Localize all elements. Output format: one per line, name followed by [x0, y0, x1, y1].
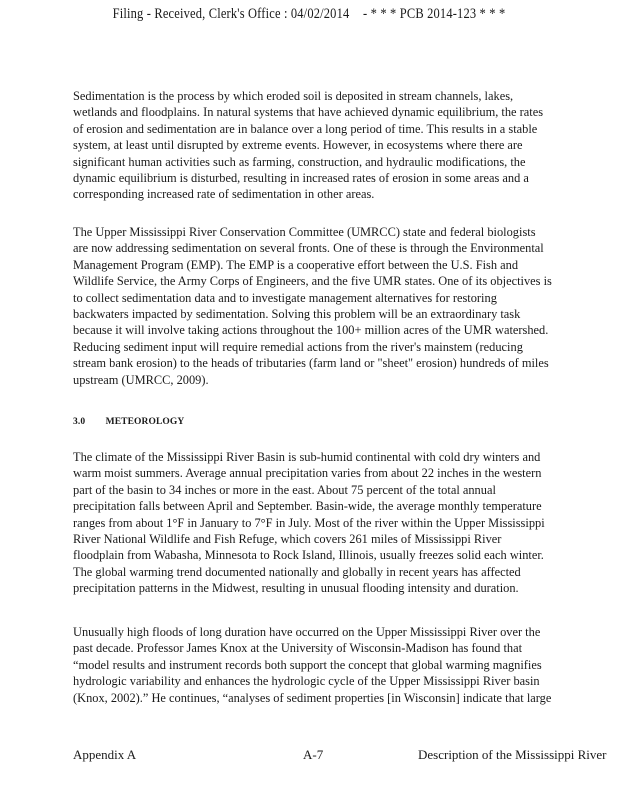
section-number: 3.0 [73, 417, 86, 427]
filing-stamp: Filing - Received, Clerk's Office : 04/02/2014 [112, 6, 350, 22]
section-heading [73, 417, 184, 427]
footer-description: Description of the Mississippi River [418, 747, 607, 762]
filing-header [43, 6, 574, 23]
paragraph-floods: Unusually high floods of long duration have occurred on the Upper Mississippi River over the past decade. Professor James Knox at the University of Wisconsin-Madison has found that “model results and instrument records both support the concept that global warming magnifies hydrologic variability and enhances the hydrologic cycle of the Upper Mississippi River basin (Knox, 2002).” He continues, “analyses of sediment properties [in Wisconsin] indicate that large [73, 625, 552, 705]
page-body [73, 88, 553, 705]
paragraph-sedimentation: Sedimentation is the process by which eroded soil is deposited in stream channels, lakes, wetlands and floodplains. In natural systems that have achieved dynamic equilibrium, the rates of erosion and sedimentation are in balance over a long period of time. This results in a stable system, at least until disrupted by extreme events. However, in ecosystems where there are significant human activities such as farming, construction, and hydraulic modifications, the dynamic equilibrium is disturbed, resulting in increased rates of erosion in some areas and a corresponding increased rate of sedimentation in other areas. [73, 89, 544, 202]
footer-appendix: Appendix A [73, 747, 137, 762]
case-number: - * * * PCB 2014-123 * * * [363, 6, 506, 22]
paragraph-climate: The climate of the Mississippi River Basin is sub-humid continental with cold dry winters and warm moist summers. Average annual precipitation varies from about 22 inches in the western part of the basin to 34 inches or more in the east. About 75 percent of the total annual precipitation falls between April and September. Basin-wide, the average monthly temperature ranges from about 1°F in January to 7°F in July. Most of the river within the Upper Mississippi River National Wildlife and Fish Refuge, which covers 261 miles of Mississippi River floodplain from Wabasha, Minnesota to Rock Island, Illinois, usually freezes solid each winter. The global warming trend documented nationally and globally in recent years has affected precipitation patterns in the Midwest, resulting in unusual flooding intensity and duration. [73, 450, 545, 596]
paragraph-umrcc: The Upper Mississippi River Conservation Committee (UMRCC) state and federal biologists are now addressing sedimentation on several fronts. One of these is through the Environmental Management Program (EMP). The EMP is a cooperative effort between the U.S. Fish and Wildlife Service, the Army Corps of Engineers, and the five UMR states. One of its objectives is to collect sedimentation data and to investigate management alternatives for restoring backwaters impacted by sedimentation. Solving this problem will be an extraordinary task because it will involve taking actions throughout the 100+ million acres of the UMR watershed. Reducing sediment input will require remedial actions from the river's mainstem (reducing stream bank erosion) to the heads of tributaries (farm land or "sheet" erosion) hundreds of miles upstream (UMRCC, 2009). [73, 225, 552, 387]
page-number: A-7 [303, 747, 324, 762]
section-title: METEOROLOGY [105, 417, 185, 427]
